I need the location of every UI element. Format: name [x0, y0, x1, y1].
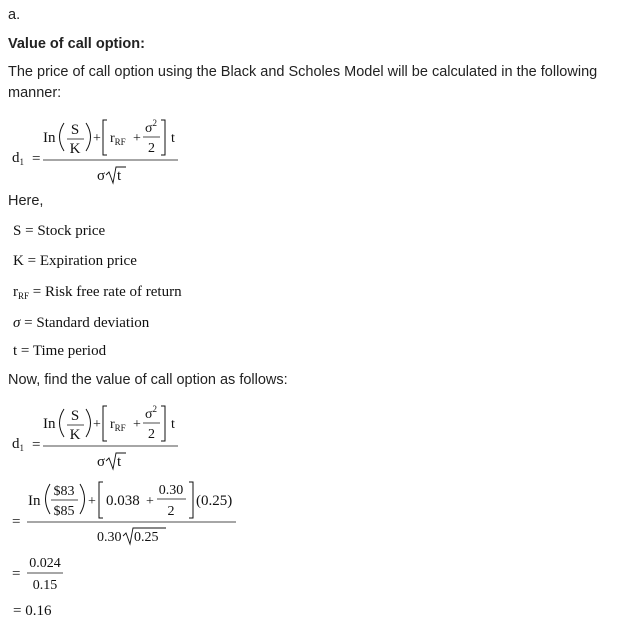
- exercise-price-value: $85: [53, 504, 75, 519]
- simplified-fraction: [0, 550, 100, 596]
- denominator-root-value: 0.25: [134, 530, 159, 545]
- definition-rrf: $r_{RF}$ = Risk free rate of return: [13, 284, 182, 301]
- denominator-k: K: [69, 427, 81, 443]
- equals-sign: =: [32, 151, 41, 167]
- t-symbol: t: [171, 131, 175, 146]
- plus-sign: +: [93, 417, 101, 432]
- definition-sigma: σ = Standard deviation: [13, 315, 150, 331]
- right-paren: [86, 409, 91, 437]
- d1-symbol: $d_1$: [12, 150, 24, 167]
- definition-s: S = Stock price: [13, 223, 106, 239]
- equals-sign: =: [12, 514, 21, 530]
- denominator-sigma: σ: [97, 454, 106, 470]
- plus-sign-2: +: [146, 494, 154, 509]
- simplified-numerator: 0.024: [29, 556, 61, 571]
- simplified-denominator: 0.15: [32, 578, 58, 593]
- sigma-squared: $\sigma^2$: [145, 404, 158, 422]
- definition-k: K = Expiration price: [13, 253, 137, 269]
- denominator-t: t: [117, 454, 122, 470]
- substitution-formula: [0, 475, 250, 547]
- plus-sign-2: +: [133, 131, 141, 146]
- definition-t: t = Time period: [13, 343, 107, 359]
- two: 2: [148, 427, 155, 442]
- sd-value: 0.30: [158, 483, 184, 498]
- numerator-s: S: [70, 122, 80, 138]
- plus-sign-2: +: [133, 417, 141, 432]
- r-rf-symbol: $r_{RF}$: [110, 417, 126, 433]
- part-label: a.: [8, 7, 21, 23]
- right-bracket: [161, 120, 165, 155]
- denominator-t: t: [117, 168, 122, 184]
- right-bracket: [189, 482, 193, 518]
- here-label: Here,: [8, 193, 44, 209]
- plus-sign: +: [93, 131, 101, 146]
- denominator-k: K: [69, 141, 81, 157]
- d1-symbol: $d_1$: [12, 436, 24, 453]
- r-rf-symbol: $r_{RF}$: [110, 131, 126, 147]
- equals-sign: =: [12, 566, 21, 582]
- ln-label: In: [43, 416, 56, 432]
- time-value: (0.25): [196, 493, 233, 509]
- ln-label: In: [28, 493, 41, 509]
- sqrt-icon: [106, 167, 126, 183]
- denominator-sd: 0.30: [97, 530, 122, 545]
- ln-label: In: [43, 130, 56, 146]
- section-heading: Value of call option:: [8, 36, 145, 52]
- now-text: Now, find the value of call option as follows:: [8, 372, 288, 388]
- left-bracket: [99, 482, 103, 518]
- two: 2: [148, 141, 155, 156]
- sigma-squared: $\sigma^2$: [145, 118, 158, 136]
- plus-sign: +: [88, 494, 96, 509]
- final-result: = 0.16: [13, 603, 52, 619]
- d1-formula-repeat: [0, 394, 200, 474]
- rate-value: 0.038: [106, 493, 140, 509]
- d1-formula: [0, 108, 200, 188]
- left-bracket: [103, 120, 107, 155]
- stock-price-value: $83: [53, 484, 75, 499]
- left-paren: [60, 409, 65, 437]
- equals-sign: =: [32, 437, 41, 453]
- left-paren: [60, 123, 65, 151]
- two: 2: [167, 504, 175, 519]
- left-bracket: [103, 406, 107, 441]
- right-paren: [80, 484, 85, 514]
- t-symbol: t: [171, 417, 175, 432]
- denominator-sigma: σ: [97, 168, 106, 184]
- numerator-s: S: [70, 408, 80, 424]
- right-bracket: [161, 406, 165, 441]
- intro-paragraph: The price of call option using the Black and Scholes Model will be calculated in the following manner:: [8, 64, 598, 101]
- left-paren: [46, 484, 51, 514]
- sqrt-icon: [106, 453, 126, 469]
- right-paren: [86, 123, 91, 151]
